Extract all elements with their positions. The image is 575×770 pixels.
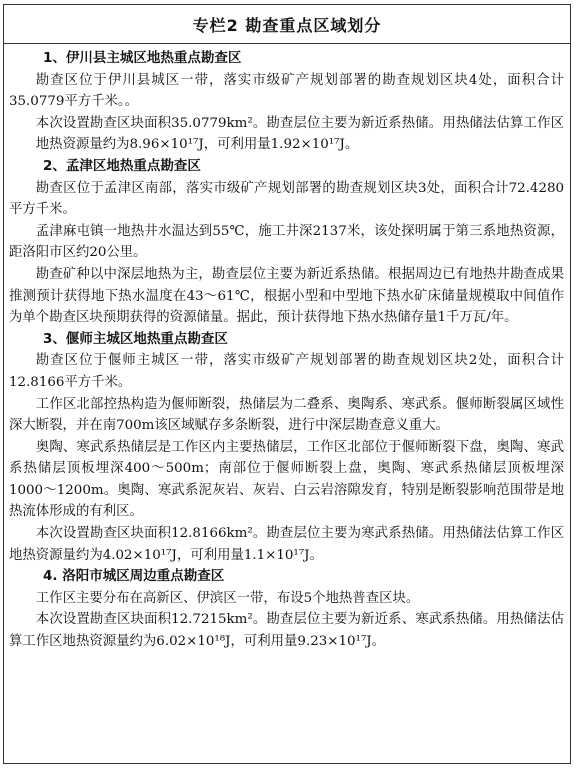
section-heading: 1、伊川县主城区地热重点勘查区 bbox=[43, 50, 242, 66]
paragraph: 勘查区位于孟津区南部，落实市级矿产规划部署的勘查规划区块3处，面积合计72.4280平方千米。 bbox=[9, 180, 564, 218]
paragraph: 工作区北部控热构造为偃师断裂，热储层为二叠系、奥陶系、寒武系。偃师断裂属区域性深大断裂，并在南700m该区域赋存多条断裂，进行中深层勘查意义重大。 bbox=[9, 396, 564, 434]
paragraph: 勘查区位于伊川县城区一带，落实市级矿产规划部署的勘查规划区块4处，面积合计35.0779平方千米。。 bbox=[9, 72, 564, 110]
section-heading: 2、孟津区地热重点勘查区 bbox=[43, 157, 201, 174]
paragraph: 本次设置勘查区块面积12.8166km²。勘查层位主要为寒武系热储。用热储法估算工作区地热资源量约为4.02×10¹⁷J，可利用量1.1×10¹⁷J。 bbox=[9, 526, 564, 563]
column-box bbox=[3, 4, 571, 764]
paragraph: 勘查矿种以中深层地热为主，勘查层位主要为新近系热储。根据周边已有地热井勘查成果推测预计获得地下热水温度在43～61℃，根据小型和中型地下热水矿床储量规模取中间值作为单个勘查区块预期获得的资源储量。据此，预计获得地下热水热储存量1千万瓦/年。 bbox=[9, 266, 564, 326]
paragraph: 本次设置勘查区块面积12.7215km²。勘查层位主要为新近系、寒武系热储。用热储法估算工作区地热资源量约为6.02×10¹⁸J，可利用量9.23×10¹⁷J。 bbox=[9, 612, 564, 650]
section-heading: 3、偃师主城区地热重点勘查区 bbox=[43, 330, 228, 347]
paragraph: 孟津麻屯镇一地热井水温达到55℃，施工井深2137米，该处探明属于第三系地热资源，距洛阳市区约20公里。 bbox=[9, 223, 564, 261]
paragraph: 工作区主要分布在高新区、伊滨区一带，布设5个地热普查区块。 bbox=[35, 590, 420, 606]
paragraph: 奥陶、寒武系热储层是工作区内主要热储层，工作区北部位于偃师断裂下盘，奥陶、寒武系热储层顶板埋深400～500m；南部位于偃师断裂上盘，奥陶、寒武系热储层顶板埋深 1000～1200m。奥陶、寒武系泥灰岩、灰岩、白云岩溶隙发育，特别是断裂影响范围带是地热流体形成的有利区。 bbox=[9, 439, 564, 520]
column-title: 专栏2 勘查重点区域划分 bbox=[4, 5, 570, 44]
paragraph: 勘查区位于偃师主城区一带，落实市级矿产规划部署的勘查规划区块2处，面积合计12.8166平方千米。 bbox=[9, 353, 564, 390]
column-content bbox=[4, 44, 570, 653]
section-heading: 4. 洛阳市城区周边重点勘查区 bbox=[43, 568, 225, 585]
paragraph: 本次设置勘查区块面积35.0779km²。勘查层位主要为新近系热储。用热储法估算工作区地热资源量约为8.96×10¹⁷J，可利用量1.92×10¹⁷J。 bbox=[35, 115, 564, 153]
